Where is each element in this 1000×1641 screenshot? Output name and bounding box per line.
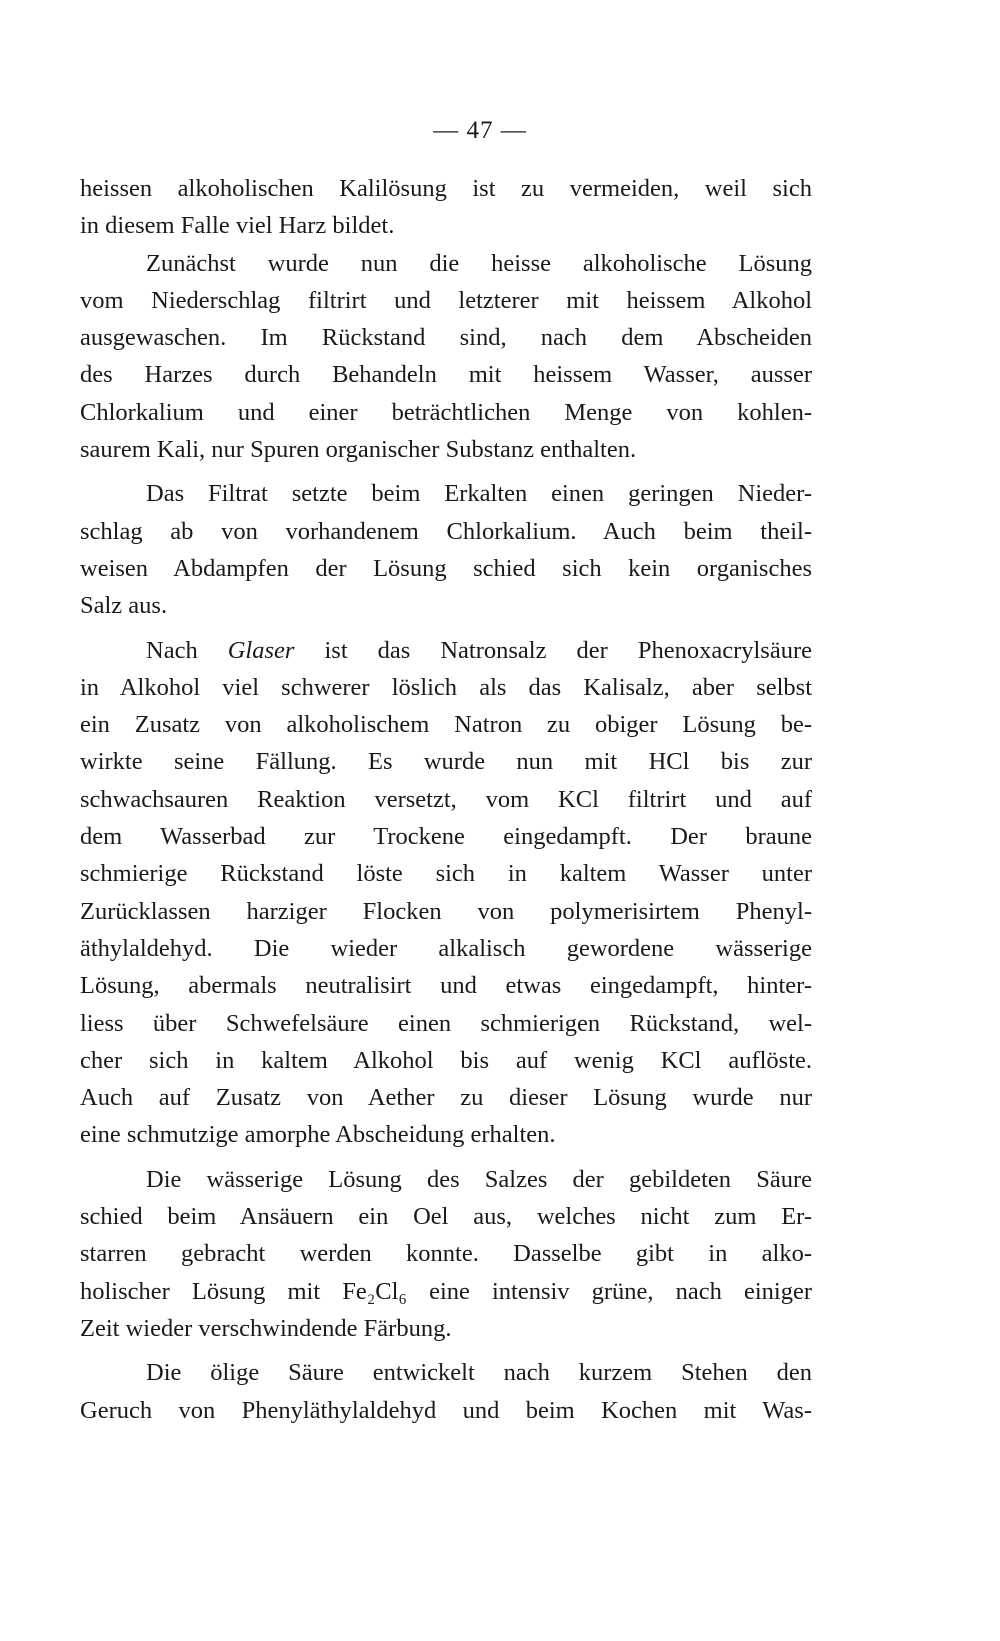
- paragraph-6: [80, 1354, 812, 1429]
- text-line: in diesem Falle viel Harz bildet.: [80, 212, 395, 240]
- text-line: schlag ab von vorhandenem Chlorkalium. Auch beim theil-: [80, 517, 812, 545]
- text-line: Lösung, abermals neutralisirt und etwas eingedampft, hinter-: [80, 972, 812, 1000]
- text-line: Die ölige Säure entwickelt nach kurzem Stehen den: [146, 1359, 812, 1387]
- text-line: des Harzes durch Behandeln mit heissem Wasser, ausser: [80, 361, 812, 389]
- text-line: schwachsauren Reaktion versetzt, vom KCl filtrirt und auf: [80, 785, 812, 813]
- text-line: cher sich in kaltem Alkohol bis auf wenig KCl auflöste.: [80, 1046, 812, 1074]
- paragraph-3: [80, 475, 812, 624]
- text-line: weisen Abdampfen der Lösung schied sich kein organisches: [80, 554, 812, 582]
- text-line: Chlorkalium und einer beträchtlichen Menge von kohlen-: [80, 398, 812, 426]
- text-line: ausgewaschen. Im Rückstand sind, nach dem Abscheiden: [80, 324, 812, 352]
- text-line: Das Filtrat setzte beim Erkalten einen geringen Nieder-: [146, 480, 812, 508]
- text-line: saurem Kali, nur Spuren organischer Substanz enthalten.: [80, 436, 637, 464]
- body-text: [80, 170, 812, 1429]
- text-line: Auch auf Zusatz von Aether zu dieser Lösung wurde nur: [80, 1084, 812, 1112]
- text-line: vom Niederschlag filtrirt und letzterer mit heissem Alkohol: [80, 286, 812, 314]
- text-line: schied beim Ansäuern ein Oel aus, welches nicht zum Er-: [80, 1203, 812, 1231]
- text-line: Salz aus.: [80, 592, 168, 620]
- text-line-with-italic: Nach Glaser ist das Natronsalz der Phenoxacrylsäure: [146, 636, 812, 664]
- paragraph-2: [80, 245, 812, 469]
- text-line: eine schmutzige amorphe Abscheidung erhalten.: [80, 1121, 556, 1149]
- text-line: Zunächst wurde nun die heisse alkoholische Lösung: [146, 249, 812, 277]
- text-line: schmierige Rückstand löste sich in kaltem Wasser unter: [80, 860, 812, 888]
- text-line: Zeit wieder verschwindende Färbung.: [80, 1314, 452, 1342]
- text-line: holischer Lösung mit Fe₂Cl₆ eine intensiv grüne, nach einiger: [80, 1277, 812, 1305]
- author-name-italic: Glaser: [227, 636, 295, 664]
- paragraph-4: [80, 632, 812, 1154]
- text-line: starren gebracht werden konnte. Dasselbe gibt in alko-: [80, 1240, 812, 1268]
- text-line: in Alkohol viel schwerer löslich als das Kalisalz, aber selbst: [80, 673, 812, 701]
- text-line: Die wässerige Lösung des Salzes der gebildeten Säure: [146, 1165, 812, 1193]
- text-line: ein Zusatz von alkoholischem Natron zu obiger Lösung be-: [80, 711, 812, 739]
- text-line: wirkte seine Fällung. Es wurde nun mit HCl bis zur: [80, 748, 812, 776]
- text-line: heissen alkoholischen Kalilösung ist zu vermeiden, weil sich: [80, 175, 812, 202]
- text-line: dem Wasserbad zur Trockene eingedampft. Der braune: [80, 823, 812, 851]
- text-line: liess über Schwefelsäure einen schmierigen Rückstand, wel-: [80, 1009, 812, 1037]
- text-line: Geruch von Phenyläthylaldehyd und beim Kochen mit Was-: [80, 1396, 812, 1424]
- paragraph-1: [80, 170, 812, 245]
- text-line: Zurücklassen harziger Flocken von polymerisirtem Phenyl-: [80, 897, 812, 925]
- paragraph-5: [80, 1161, 812, 1347]
- page-number: — 47 —: [433, 117, 527, 144]
- text-line: äthylaldehyd. Die wieder alkalisch gewordene wässerige: [80, 934, 812, 962]
